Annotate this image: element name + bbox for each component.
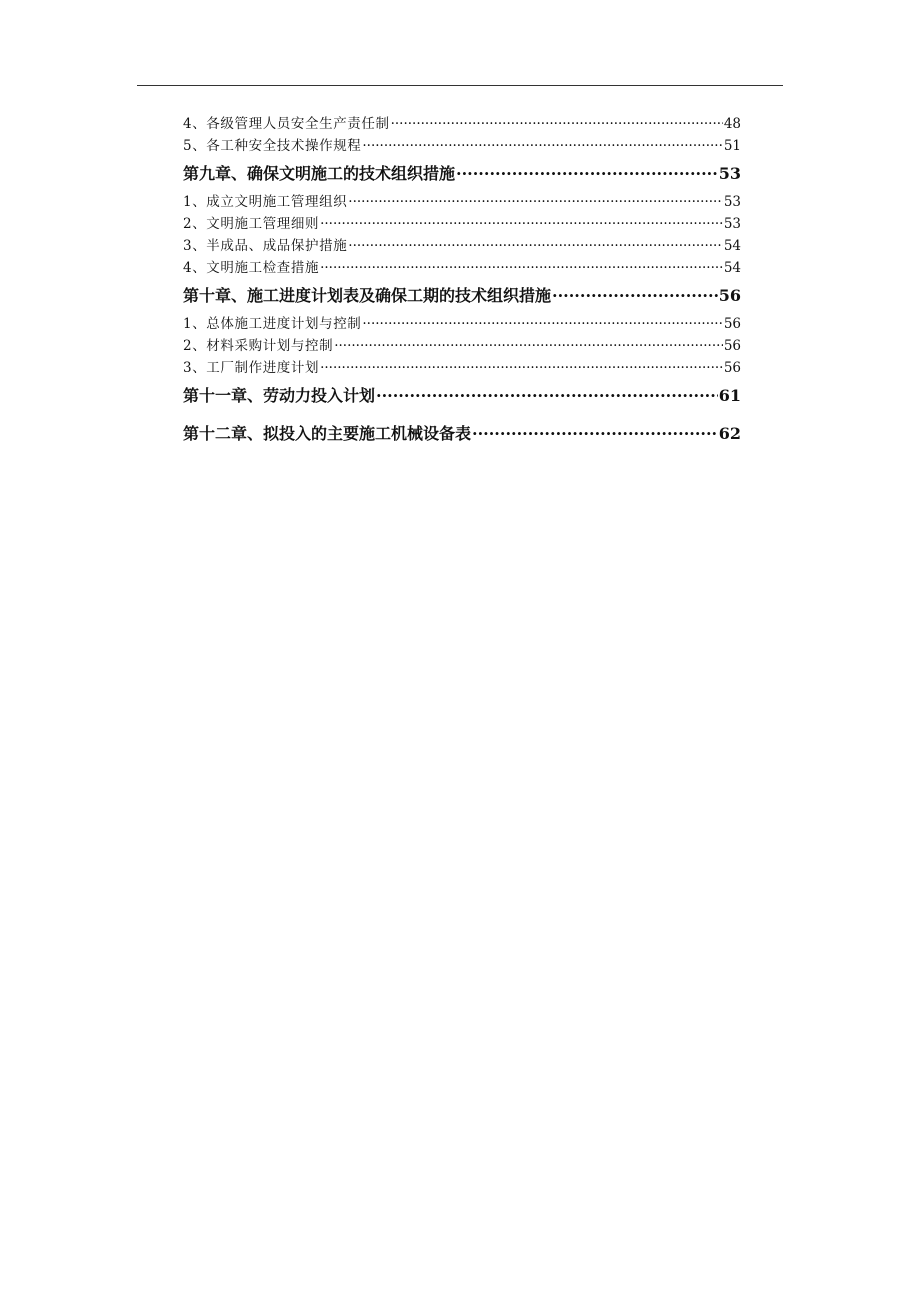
toc-chapter-title: 第九章、确保文明施工的技术组织措施 (183, 164, 456, 183)
toc-chapter-entry[interactable] (183, 279, 741, 313)
toc-entry-title: 1、总体施工进度计划与控制 (183, 316, 362, 332)
toc-chapter-title: 第十一章、劳动力投入计划 (183, 386, 376, 405)
table-of-contents (183, 113, 741, 451)
toc-entry-title: 3、工厂制作进度计划 (183, 360, 320, 376)
toc-chapter-page: 53 (718, 164, 741, 183)
toc-entry-page: 51 (723, 138, 741, 154)
toc-entry-page: 53 (723, 216, 741, 232)
toc-chapter-title: 第十章、施工进度计划表及确保工期的技术组织措施 (183, 286, 552, 305)
toc-leader-dots (391, 113, 723, 135)
toc-entry-title: 4、各级管理人员安全生产责任制 (183, 116, 390, 132)
toc-entry-page: 54 (723, 238, 741, 254)
toc-entry[interactable] (183, 313, 741, 335)
toc-leader-dots (334, 335, 723, 357)
toc-entry[interactable] (183, 113, 741, 135)
toc-chapter-entry[interactable] (183, 417, 741, 451)
toc-chapter-entry[interactable] (183, 157, 741, 191)
toc-entry-page: 56 (723, 316, 741, 332)
toc-leader-dots (348, 191, 723, 213)
toc-entry[interactable] (183, 213, 741, 235)
toc-entry-page: 56 (723, 338, 741, 354)
toc-chapter-page: 61 (718, 386, 741, 405)
toc-entry-page: 56 (723, 360, 741, 376)
toc-chapter-title: 第十二章、拟投入的主要施工机械设备表 (183, 424, 472, 443)
toc-entry[interactable] (183, 135, 741, 157)
toc-leader-dots (362, 135, 722, 157)
toc-chapter-page: 56 (718, 286, 741, 305)
toc-entry-title: 2、文明施工管理细则 (183, 216, 320, 232)
header-rule (137, 85, 783, 86)
toc-entry-title: 4、文明施工检查措施 (183, 260, 320, 276)
toc-chapter-entry[interactable] (183, 379, 741, 413)
toc-chapter-page: 62 (718, 424, 741, 443)
toc-entry-page: 54 (723, 260, 741, 276)
toc-entry-title: 3、半成品、成品保护措施 (183, 238, 348, 254)
toc-leader-dots (320, 257, 723, 279)
toc-leader-dots (472, 417, 718, 451)
toc-entry-title: 1、成立文明施工管理组织 (183, 194, 348, 210)
toc-entry-page: 48 (723, 116, 741, 132)
toc-entry-title: 5、各工种安全技术操作规程 (183, 138, 362, 154)
toc-entry[interactable] (183, 191, 741, 213)
toc-leader-dots (320, 357, 723, 379)
toc-entry[interactable] (183, 335, 741, 357)
toc-entry[interactable] (183, 235, 741, 257)
toc-leader-dots (348, 235, 723, 257)
toc-leader-dots (376, 379, 718, 413)
toc-leader-dots (362, 313, 722, 335)
toc-leader-dots (456, 157, 718, 191)
toc-entry-title: 2、材料采购计划与控制 (183, 338, 334, 354)
toc-entry[interactable] (183, 357, 741, 379)
toc-leader-dots (320, 213, 723, 235)
toc-leader-dots (552, 279, 718, 313)
toc-entry[interactable] (183, 257, 741, 279)
toc-entry-page: 53 (723, 194, 741, 210)
